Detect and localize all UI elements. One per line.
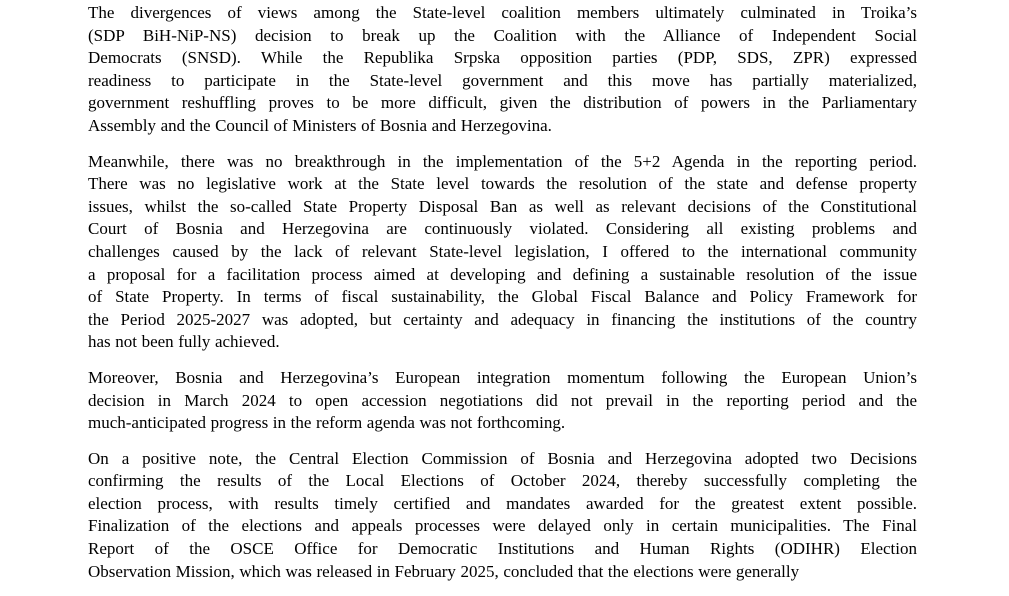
paragraph — [88, 2, 917, 138]
text-line: challenges caused by the lack of relevant State-level legislation, I offered to the international community — [88, 241, 917, 261]
text-line: Report of the OSCE Office for Democratic Institutions and Human Rights (ODIHR) Election — [88, 539, 917, 559]
text-line: Observation Mission, which was released in February 2025, concluded that the elections were generally — [88, 561, 800, 581]
text-line: of State Property. In terms of fiscal sustainability, the Global Fiscal Balance and Policy Framework for — [88, 287, 917, 307]
text-line: much-anticipated progress in the reform agenda was not forthcoming. — [88, 413, 566, 433]
text-line: has not been fully achieved. — [88, 332, 280, 352]
text-line: a proposal for a facilitation process aimed at developing and defining a sustainable resolution of the issue — [88, 264, 917, 284]
text-line: government reshuffling proves to be more difficult, given the distribution of powers in the Parliamentary — [88, 93, 917, 113]
text-line: (SDP BiH-NiP-NS) decision to break up the Coalition with the Alliance of Independent Social — [88, 25, 917, 45]
paragraph — [88, 448, 917, 584]
text-line: Moreover, Bosnia and Herzegovina’s European integration momentum following the European Union’s — [88, 367, 917, 387]
text-line: decision in March 2024 to open accession negotiations did not prevail in the reporting period and the — [88, 390, 917, 410]
paragraph — [88, 151, 917, 354]
text-line: Assembly and the Council of Ministers of Bosnia and Herzegovina. — [88, 115, 552, 135]
text-line: On a positive note, the Central Election Commission of Bosnia and Herzegovina adopted two Decisions — [88, 448, 917, 468]
text-line: issues, whilst the so-called State Property Disposal Ban as well as relevant decisions of the Constitutional — [88, 196, 917, 216]
text-line: Finalization of the elections and appeals processes were delayed only in certain municipalities. The Final — [88, 516, 917, 536]
text-line: the Period 2025-2027 was adopted, but certainty and adequacy in financing the institutions of the country — [88, 309, 917, 329]
document-text-block — [88, 2, 917, 596]
paragraph — [88, 367, 917, 435]
text-line: Democrats (SNSD). While the Republika Srpska opposition parties (PDP, SDS, ZPR) expressed — [88, 48, 917, 68]
text-line: There was no legislative work at the State level towards the resolution of the state and defense property — [88, 174, 917, 194]
text-line: readiness to participate in the State-level government and this move has partially materialized, — [88, 70, 917, 90]
text-line: Court of Bosnia and Herzegovina are continuously violated. Considering all existing problems and — [88, 219, 917, 239]
text-line: confirming the results of the Local Elections of October 2024, thereby successfully completing the — [88, 471, 917, 491]
text-line: The divergences of views among the State-level coalition members ultimately culminated in Troika’s — [88, 3, 917, 22]
text-line: Meanwhile, there was no breakthrough in the implementation of the 5+2 Agenda in the reporting period. — [88, 151, 917, 171]
text-line: election process, with results timely certified and mandates awarded for the greatest extent possible. — [88, 493, 917, 513]
